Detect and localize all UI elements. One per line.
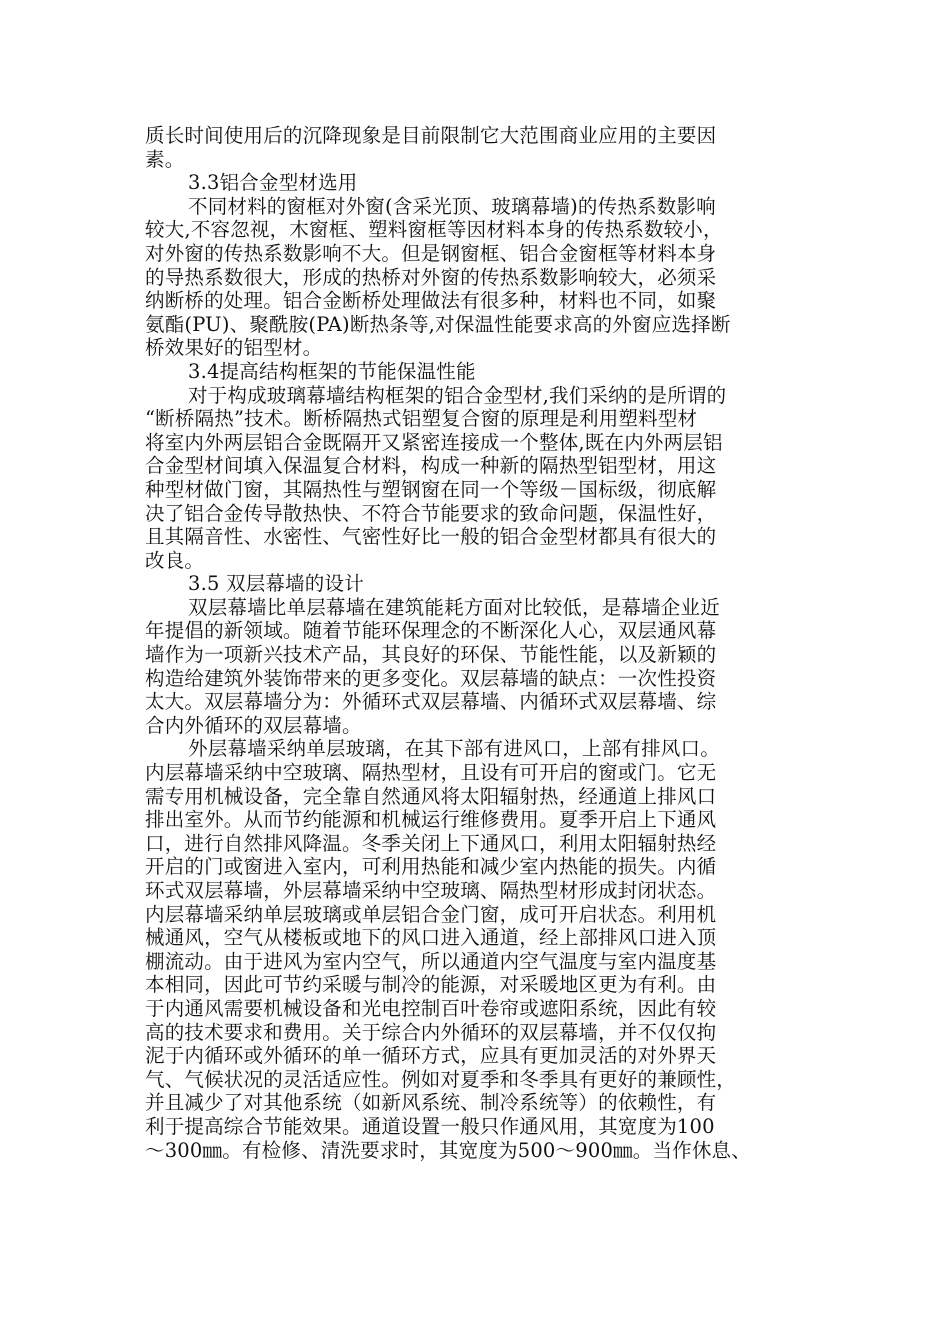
text-line: 械通风，空气从楼板或地下的风口进入通道，经上部排风口进入顶 xyxy=(145,926,717,950)
text-line: 改良。 xyxy=(145,548,205,572)
text-line: 且其隔音性、水密性、气密性好比一般的铝合金型材都具有很大的 xyxy=(145,525,717,549)
text-line: 并且减少了对其他系统（如新风系统、制冷系统等）的依赖性，有 xyxy=(145,1091,717,1115)
text-line: 排出室外。从而节约能源和机械运行维修费用。夏季开启上下通风 xyxy=(145,808,717,832)
text-line: 桥效果好的铝型材。 xyxy=(145,336,323,360)
text-line: 年提倡的新领域。随着节能环保理念的不断深化人心，双层通风幕 xyxy=(145,619,717,643)
text-line: 于内通风需要机械设备和光电控制百叶卷帘或遮阳系统，因此有较 xyxy=(145,996,717,1020)
text-line: 素。 xyxy=(145,147,185,171)
text-line: 需专用机械设备，完全靠自然通风将太阳辐射热，经通道上排风口 xyxy=(145,784,717,808)
text-line: 墙作为一项新兴技术产品，其良好的环保、节能性能，以及新颖的 xyxy=(145,643,717,667)
text-line: 外层幕墙采纳单层玻璃，在其下部有进风口，上部有排风口。 xyxy=(188,737,720,761)
text-line: 泥于内循环或外循环的单一循环方式，应具有更加灵活的对外界天 xyxy=(145,1044,717,1068)
text-line: “断桥隔热”技术。断桥隔热式铝塑复合窗的原理是利用塑料型材 xyxy=(145,407,698,431)
document-body xyxy=(145,124,805,1162)
text-line: 种型材做门窗，其隔热性与塑钢窗在同一个等级－国标级，彻底解 xyxy=(145,477,717,501)
text-line: 利于提高综合节能效果。通道设置一般只作通风用，其宽度为100 xyxy=(145,1114,715,1138)
text-line: 3.4提高结构框架的节能保温性能 xyxy=(188,359,476,383)
text-line: 构造给建筑外装饰带来的更多变化。双层幕墙的缺点：一次性投资 xyxy=(145,666,717,690)
text-line: 环式双层幕墙，外层幕墙采纳中空玻璃、隔热型材形成封闭状态。 xyxy=(145,879,717,902)
text-line: 质长时间使用后的沉降现象是目前限制它大范围商业应用的主要因 xyxy=(145,124,717,147)
text-line: 氨酯(PU)、聚酰胺(PA)断热条等,对保温性能要求高的外窗应选择断 xyxy=(145,312,731,336)
text-line: 将室内外两层铝合金既隔开又紧密连接成一个整体,既在内外两层铝 xyxy=(145,430,723,454)
text-line: 高的技术要求和费用。关于综合内外循环的双层幕墙，并不仅仅拘 xyxy=(145,1020,717,1044)
text-line: 对外窗的传热系数影响不大。但是钢窗框、铝合金窗框等材料本身 xyxy=(145,241,717,265)
text-line: ～300㎜。有检修、清洗要求时，其宽度为500～900㎜。当作休息、 xyxy=(145,1138,751,1162)
text-line: 双层幕墙比单层幕墙在建筑能耗方面对比较低，是幕墙企业近 xyxy=(188,595,720,619)
text-line: 太大。双层幕墙分为：外循环式双层幕墙、内循环式双层幕墙、综 xyxy=(145,690,717,714)
text-line: 决了铝合金传导散热快、不符合节能要求的致命问题，保温性好， xyxy=(145,501,717,525)
text-line: 合金型材间填入保温复合材料，构成一种新的隔热型铝型材，用这 xyxy=(145,454,717,478)
text-line: 内层幕墙采纳单层玻璃或单层铝合金门窗，成可开启状态。利用机 xyxy=(145,902,717,926)
text-line: 纳断桥的处理。铝合金断桥处理做法有很多种，材料也不同，如聚 xyxy=(145,289,717,313)
text-line: 3.5 双层幕墙的设计 xyxy=(188,572,364,596)
text-line: 较大,不容忽视，木窗框、塑料窗框等因材料本身的传热系数较小， xyxy=(145,218,723,242)
text-line: 对于构成玻璃幕墙结构框架的铝合金型材,我们采纳的是所谓的 xyxy=(188,383,727,407)
text-line: 开启的门或窗进入室内，可利用热能和减少室内热能的损失。内循 xyxy=(145,855,717,879)
text-line: 棚流动。由于进风为室内空气，所以通道内空气温度与室内温度基 xyxy=(145,949,717,973)
text-line: 本相同，因此可节约采暖与制冷的能源，对采暖地区更为有利。由 xyxy=(145,973,717,997)
text-line: 气、气候状况的灵活适应性。例如对夏季和冬季具有更好的兼顾性， xyxy=(145,1067,737,1091)
text-line: 内层幕墙采纳中空玻璃、隔热型材，且设有可开启的窗或门。它无 xyxy=(145,761,717,785)
text-line: 3.3铝合金型材选用 xyxy=(188,171,358,195)
text-line: 的导热系数很大，形成的热桥对外窗的传热系数影响较大，必须采 xyxy=(145,265,717,289)
text-line: 合内外循环的双层幕墙。 xyxy=(145,713,362,737)
text-line: 口，进行自然排风降温。冬季关闭上下通风口，利用太阳辐射热经 xyxy=(145,831,717,855)
text-line: 不同材料的窗框对外窗(含采光顶、玻璃幕墙)的传热系数影响 xyxy=(188,194,716,218)
